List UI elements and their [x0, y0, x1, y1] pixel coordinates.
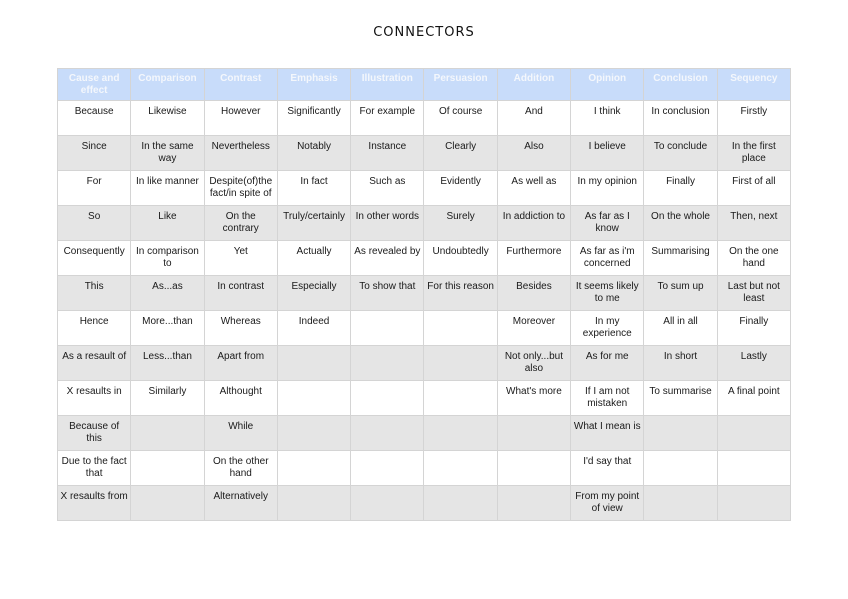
table-cell: I'd say that [571, 451, 644, 486]
table-cell [277, 381, 350, 416]
table-cell [277, 416, 350, 451]
table-cell: Likewise [131, 101, 204, 136]
table-cell [644, 486, 717, 521]
table-cell: From my point of view [571, 486, 644, 521]
table-cell [644, 451, 717, 486]
table-cell [717, 486, 790, 521]
connectors-table [57, 68, 791, 521]
table-cell [424, 486, 497, 521]
table-cell: Surely [424, 206, 497, 241]
table-cell: Summarising [644, 241, 717, 276]
table-cell: Because of this [58, 416, 131, 451]
table-cell: For [58, 171, 131, 206]
column-header: Emphasis [277, 69, 350, 101]
table-cell: Apart from [204, 346, 277, 381]
table-cell: In other words [351, 206, 424, 241]
table-cell: Truly/certainly [277, 206, 350, 241]
table-cell: I believe [571, 136, 644, 171]
table-cell: Moreover [497, 311, 570, 346]
table-row [58, 171, 791, 206]
table-cell: In like manner [131, 171, 204, 206]
table-cell: It seems likely to me [571, 276, 644, 311]
table-row [58, 311, 791, 346]
table-cell [351, 381, 424, 416]
table-cell [351, 346, 424, 381]
table-cell: To sum up [644, 276, 717, 311]
table-cell: For example [351, 101, 424, 136]
table-cell [497, 486, 570, 521]
table-cell: Althought [204, 381, 277, 416]
table-cell: Significantly [277, 101, 350, 136]
column-header: Persuasion [424, 69, 497, 101]
page-title: CONNECTORS [373, 25, 475, 40]
table-cell: Indeed [277, 311, 350, 346]
table-cell: Lastly [717, 346, 790, 381]
table-cell: To show that [351, 276, 424, 311]
table-cell: On the whole [644, 206, 717, 241]
column-header: Illustration [351, 69, 424, 101]
table-cell: X resaults in [58, 381, 131, 416]
table-cell [277, 451, 350, 486]
table-cell: All in all [644, 311, 717, 346]
table-cell [424, 416, 497, 451]
table-cell: For this reason [424, 276, 497, 311]
table-cell: Alternatively [204, 486, 277, 521]
table-cell: X resaults from [58, 486, 131, 521]
column-header: Comparison [131, 69, 204, 101]
table-cell [277, 346, 350, 381]
table-cell: Not only...but also [497, 346, 570, 381]
table-cell: More...than [131, 311, 204, 346]
table-cell: Furthermore [497, 241, 570, 276]
table-cell: A final point [717, 381, 790, 416]
table-cell [131, 451, 204, 486]
table-row [58, 346, 791, 381]
table-cell: Notably [277, 136, 350, 171]
table-cell: Hence [58, 311, 131, 346]
table-cell: In my opinion [571, 171, 644, 206]
table-cell: In contrast [204, 276, 277, 311]
column-header: Sequency [717, 69, 790, 101]
table-row [58, 241, 791, 276]
table-row [58, 381, 791, 416]
table-cell: In conclusion [644, 101, 717, 136]
table-cell: I think [571, 101, 644, 136]
table-cell: Especially [277, 276, 350, 311]
table-row [58, 451, 791, 486]
table-cell: On the other hand [204, 451, 277, 486]
table-cell [497, 416, 570, 451]
table-cell: This [58, 276, 131, 311]
table-cell: Finally [717, 311, 790, 346]
table-cell: Clearly [424, 136, 497, 171]
column-header: Opinion [571, 69, 644, 101]
column-header: Addition [497, 69, 570, 101]
table-cell: So [58, 206, 131, 241]
table-cell: If I am not mistaken [571, 381, 644, 416]
table-cell [424, 451, 497, 486]
table-cell: In the first place [717, 136, 790, 171]
table-cell [277, 486, 350, 521]
table-body [58, 101, 791, 521]
table-cell: First of all [717, 171, 790, 206]
table-cell: Instance [351, 136, 424, 171]
table-cell [424, 381, 497, 416]
table-cell [351, 486, 424, 521]
table-cell: In fact [277, 171, 350, 206]
table-cell: Such as [351, 171, 424, 206]
table-cell: To summarise [644, 381, 717, 416]
table-cell: Consequently [58, 241, 131, 276]
table-cell: Evidently [424, 171, 497, 206]
table-cell: In addiction to [497, 206, 570, 241]
table-cell [351, 311, 424, 346]
table-cell: Of course [424, 101, 497, 136]
table-cell [351, 451, 424, 486]
table-cell [717, 416, 790, 451]
table-cell: Because [58, 101, 131, 136]
table-cell: And [497, 101, 570, 136]
table-cell: Since [58, 136, 131, 171]
table-cell: On the one hand [717, 241, 790, 276]
table-cell: In my experience [571, 311, 644, 346]
table-cell [351, 416, 424, 451]
table-cell: While [204, 416, 277, 451]
table-cell: Also [497, 136, 570, 171]
table-cell: What I mean is [571, 416, 644, 451]
table-cell: As revealed by [351, 241, 424, 276]
table-cell: In comparison to [131, 241, 204, 276]
table-cell: Due to the fact that [58, 451, 131, 486]
table-row [58, 206, 791, 241]
table-cell: In the same way [131, 136, 204, 171]
table-cell: What's more [497, 381, 570, 416]
table-cell: However [204, 101, 277, 136]
table-header-row [58, 69, 791, 101]
table-cell: Undoubtedly [424, 241, 497, 276]
table-cell: Yet [204, 241, 277, 276]
table-cell: Finally [644, 171, 717, 206]
table-cell: Similarly [131, 381, 204, 416]
table-row [58, 276, 791, 311]
table-row [58, 136, 791, 171]
table-cell: Nevertheless [204, 136, 277, 171]
table-cell [497, 451, 570, 486]
table-cell: Like [131, 206, 204, 241]
table-cell: To conclude [644, 136, 717, 171]
table-cell: Besides [497, 276, 570, 311]
column-header: Cause and effect [58, 69, 131, 101]
table-row [58, 101, 791, 136]
table-cell [131, 416, 204, 451]
table-cell: As...as [131, 276, 204, 311]
table-cell: Firstly [717, 101, 790, 136]
table-cell [424, 311, 497, 346]
table-cell [424, 346, 497, 381]
table-cell: As for me [571, 346, 644, 381]
table-row [58, 416, 791, 451]
table-cell: Then, next [717, 206, 790, 241]
table-cell: Last but not least [717, 276, 790, 311]
table-cell: As well as [497, 171, 570, 206]
table-row [58, 486, 791, 521]
table-cell: Less...than [131, 346, 204, 381]
table-cell: In short [644, 346, 717, 381]
table-cell [644, 416, 717, 451]
table-cell [131, 486, 204, 521]
table-cell: As far as i'm concerned [571, 241, 644, 276]
table-cell [717, 451, 790, 486]
table-cell: Whereas [204, 311, 277, 346]
table-cell: On the contrary [204, 206, 277, 241]
column-header: Conclusion [644, 69, 717, 101]
table-cell: As a resault of [58, 346, 131, 381]
column-header: Contrast [204, 69, 277, 101]
table-cell: Actually [277, 241, 350, 276]
table-cell: As far as I know [571, 206, 644, 241]
table-cell: Despite(of)the fact/in spite of [204, 171, 277, 206]
